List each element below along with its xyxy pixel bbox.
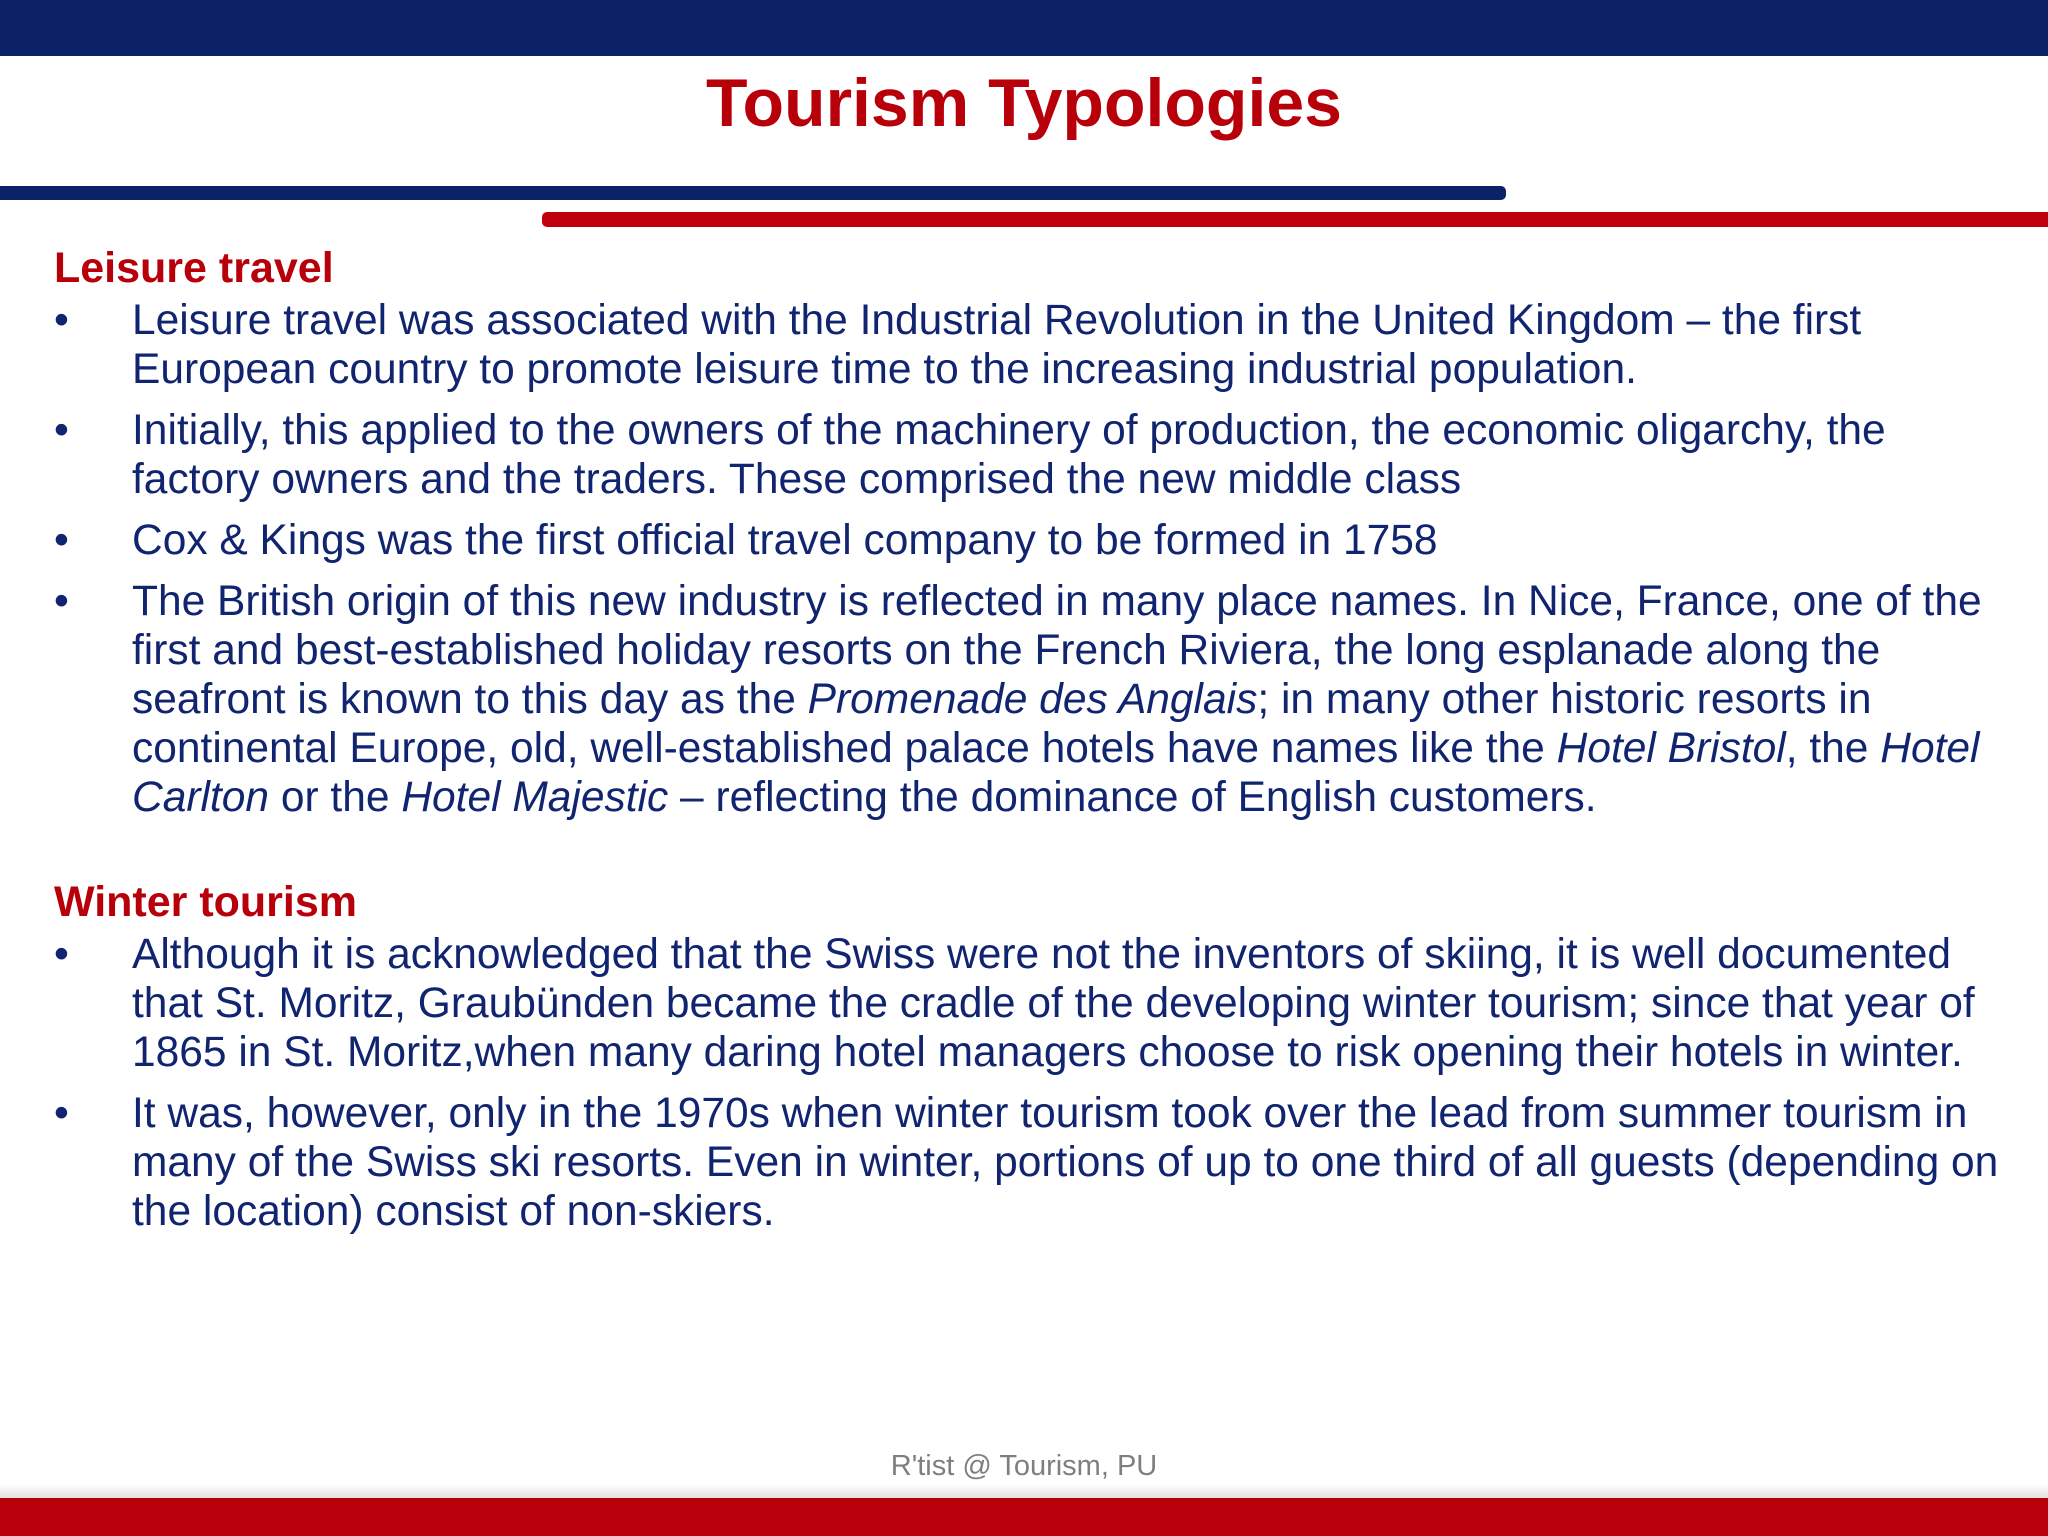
bullet-text: It was, however, only in the 1970s when winter tourism took over the lead from summer tourism in many of the Swiss ski resorts. Even in winter, portions of up to one third of all guests (depending on the location) consist of non-skiers. <box>132 1090 1999 1235</box>
italic-text: Hotel Carlton <box>132 725 1980 821</box>
bullet-text: Cox & Kings was the first official travel company to be formed in 1758 <box>132 517 1438 564</box>
bullet-marker: • <box>54 407 69 454</box>
section-heading-winter-tourism: Winter tourism <box>54 878 358 926</box>
bullet-text: Although it is acknowledged that the Swiss were not the inventors of skiing, it is well documented that St. Moritz, Graubünden became the cradle of the developing winter tourism; since that year of 1865 in St. Moritz,when many daring hotel managers choose to risk opening their hotels in winter. <box>132 931 1975 1076</box>
bullet-marker: • <box>54 297 69 344</box>
bullet-text: The British origin of this new industry is reflected in many place names. In Nice, France, one of the first and best-established holiday resorts on the French Riviera, the long esplanade along the seafront is known to this day as the Promenade des Anglais; in many other historic resorts in continental Europe, old, well-established palace hotels have names like the Hotel Bristol, the Hotel Carlton or the Hotel Majestic – reflecting the dominance of English customers. <box>132 578 1982 821</box>
bullet-marker: • <box>54 517 69 564</box>
italic-text: Hotel Majestic <box>401 774 669 821</box>
bullet-list-leisure-travel <box>54 296 2004 822</box>
bullet-item <box>54 930 2004 1077</box>
bullet-item <box>54 296 2004 394</box>
section-heading-leisure-travel: Leisure travel <box>54 244 334 292</box>
slide-title: Tourism Typologies <box>706 65 1342 141</box>
bullet-text: Initially, this applied to the owners of the machinery of production, the economic oligarchy, the factory owners and the traders. These comprised the new middle class <box>132 407 1886 503</box>
bullet-marker: • <box>54 578 69 625</box>
footer-credit: R'tist @ Tourism, PU <box>890 1450 1158 1482</box>
bullet-marker: • <box>54 931 69 978</box>
bullet-text: Leisure travel was associated with the Industrial Revolution in the United Kingdom – the first European country to promote leisure time to the increasing industrial population. <box>132 297 1862 393</box>
bullet-item <box>54 1089 2004 1236</box>
top-navy-bar <box>0 0 2048 56</box>
bullet-item <box>54 406 2004 504</box>
title-rule-red <box>542 212 2048 227</box>
italic-text: Hotel Bristol <box>1556 725 1786 772</box>
bottom-red-bar <box>0 1498 2048 1536</box>
bullet-item <box>54 577 2004 822</box>
bottom-shadow <box>0 1484 2048 1498</box>
bullet-list-winter-tourism <box>54 930 2004 1236</box>
bullet-marker: • <box>54 1090 69 1137</box>
italic-text: Promenade des Anglais <box>807 676 1258 723</box>
title-rule-blue <box>0 186 1506 200</box>
bullet-item <box>54 516 2004 565</box>
slide-body <box>54 240 2004 1236</box>
